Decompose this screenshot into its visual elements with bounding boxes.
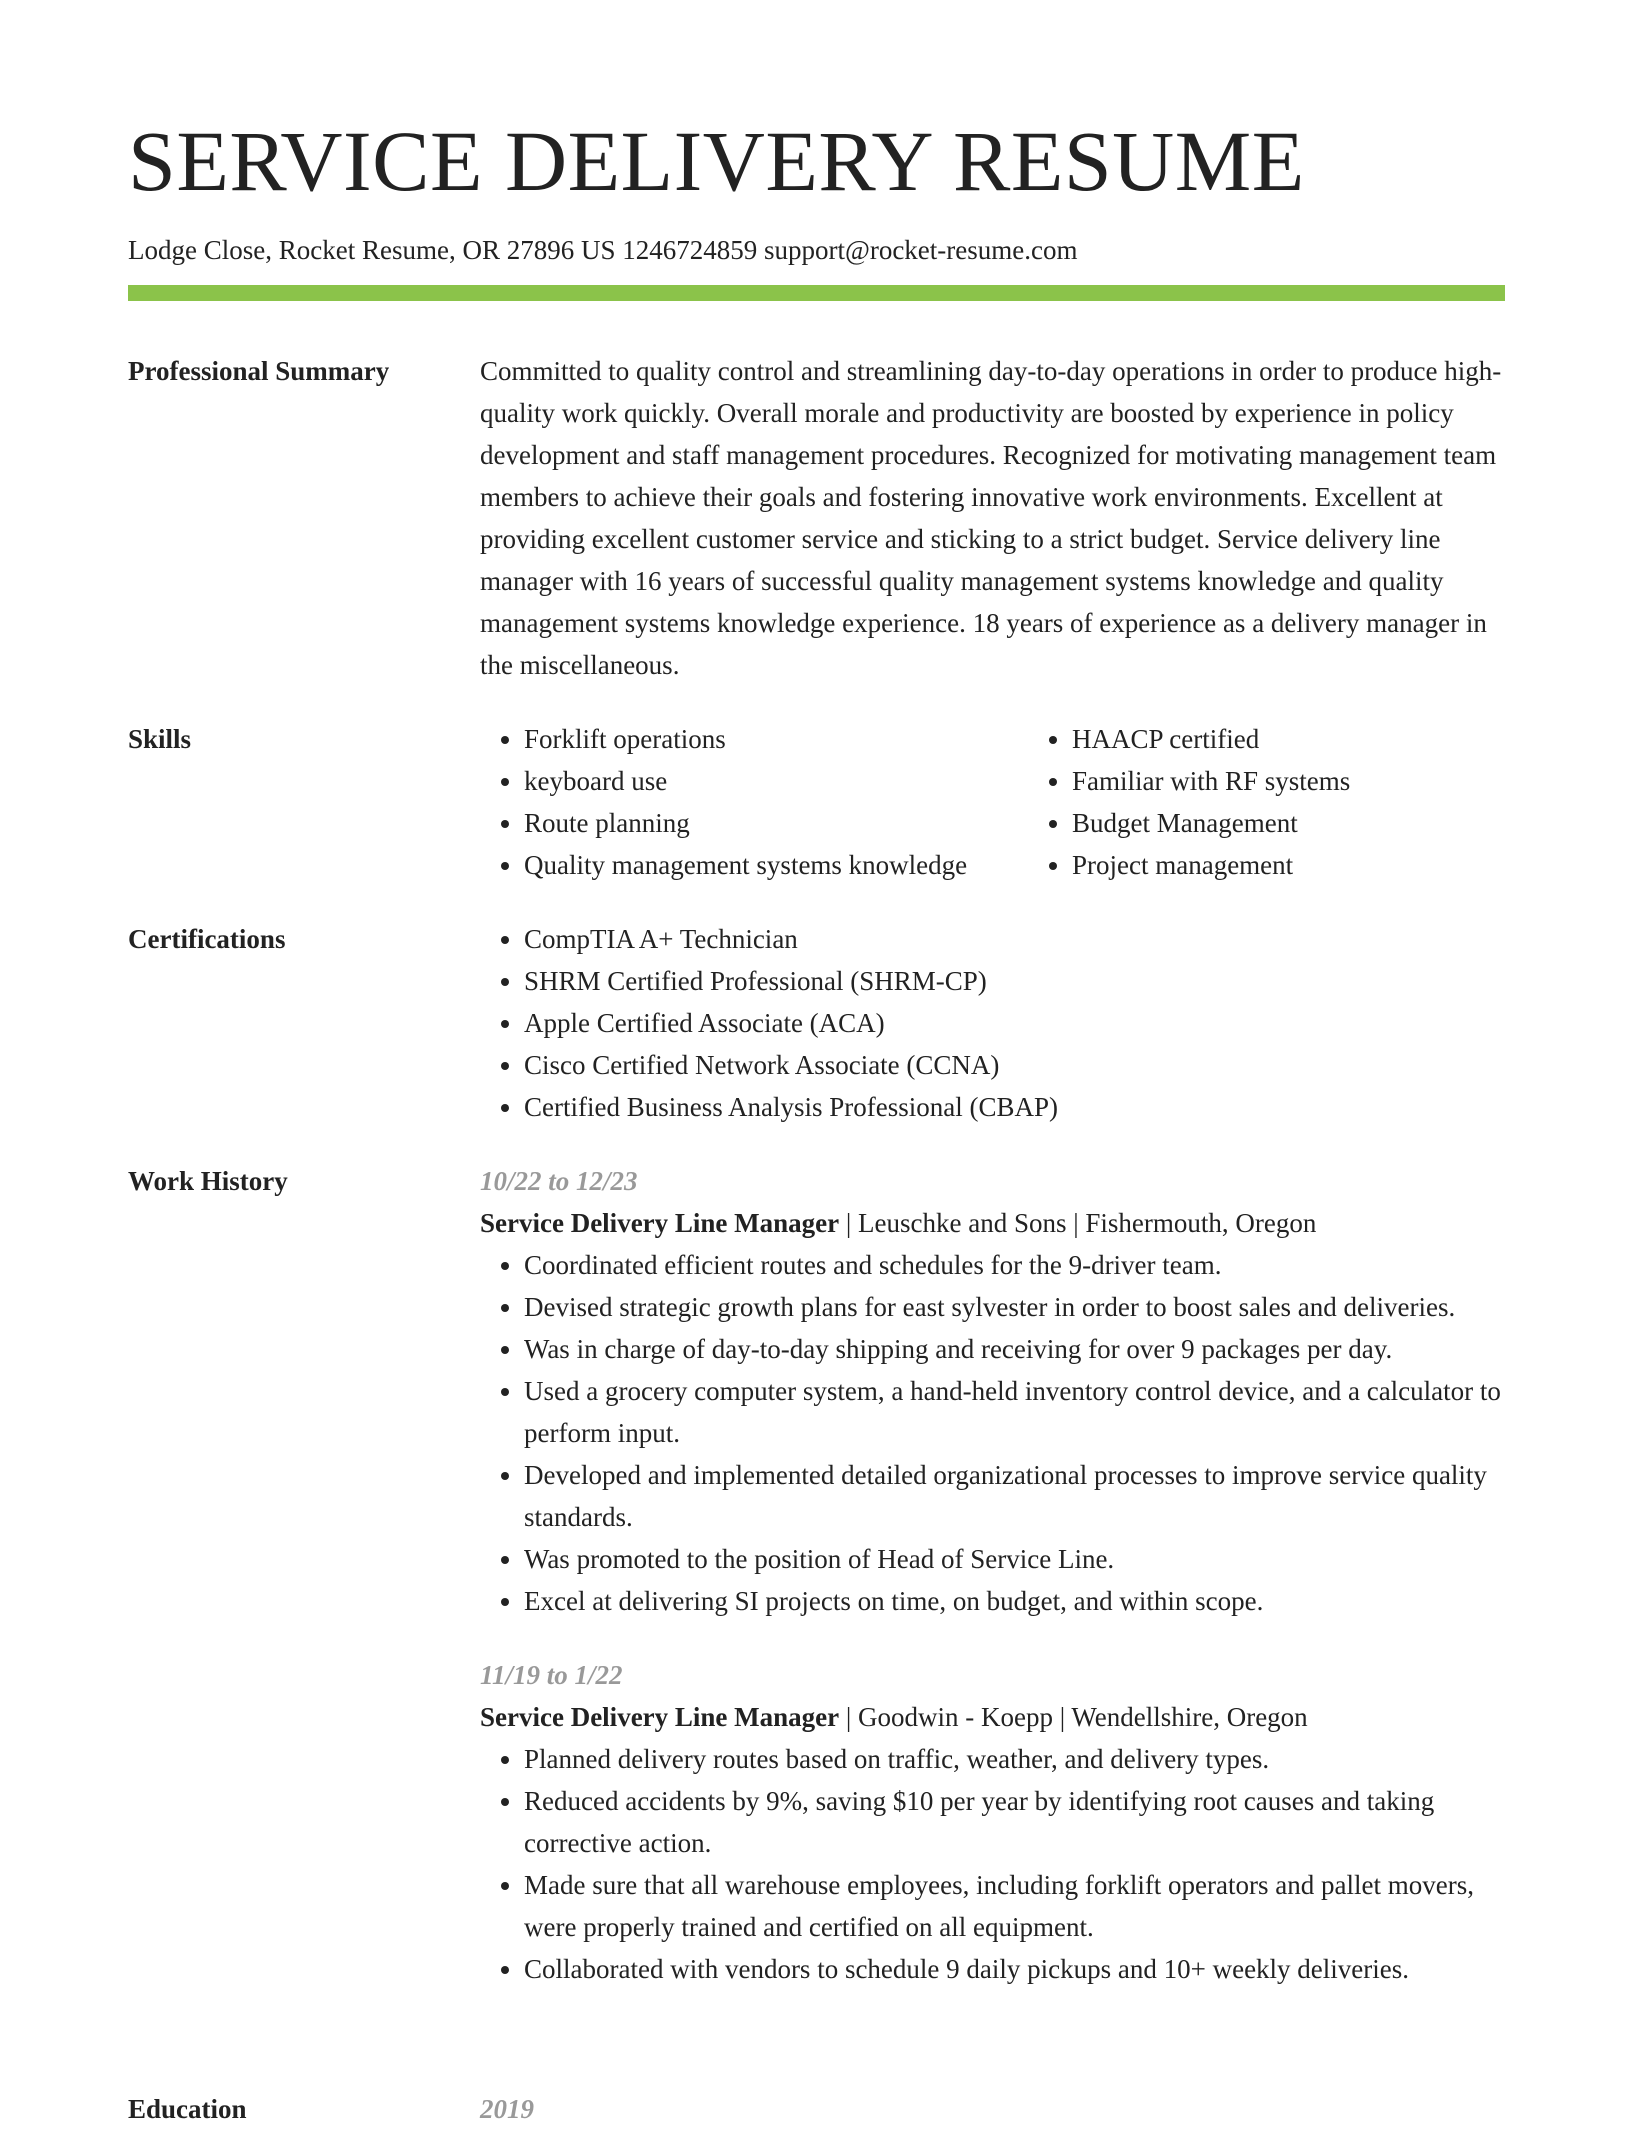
job-entry [480,1654,1505,1990]
skills-content [480,718,1505,886]
job-entry [480,1160,1505,1622]
job-bullet: • Was in charge of day-to-day shipping and receiving for over 9 packages per day. [524,1328,1505,1370]
skill-item: • Forklift operations [524,718,984,760]
work-history-heading: Work History [128,1166,288,1196]
summary-heading: Professional Summary [128,356,390,386]
skills-heading: Skills [128,724,192,754]
job-title-line [480,1696,1505,1738]
job-bullet: • Excel at delivering SI projects on time, on budget, and within scope. [524,1580,1505,1622]
education-dates: 2019 [480,2094,534,2124]
job-dates: 11/19 to 1/22 [480,1660,623,1690]
skills-list-left [480,718,984,886]
job-bullet: • Was promoted to the position of Head of Service Line. [524,1538,1505,1580]
skills-list-right [1028,718,1532,886]
job-details: | Goodwin - Koepp | Wendellshire, Oregon [839,1702,1308,1732]
resume-title: SERVICE DELIVERY RESUME [128,113,1305,209]
skill-item: • HAACP certified [1072,718,1532,760]
job-bullets [480,1244,1505,1622]
work-history-content [480,1160,1505,2022]
certification-item: • Cisco Certified Network Associate (CCNA) [524,1044,1505,1086]
contact-line: Lodge Close, Rocket Resume, OR 27896 US 1246724859 support@rocket-resume.com [128,235,1078,265]
job-details: | Leuschke and Sons | Fishermouth, Oregon [839,1208,1317,1238]
job-bullet: • Used a grocery computer system, a hand-held inventory control device, and a calculator to perform input. [524,1370,1505,1454]
skill-item: • Route planning [524,802,984,844]
job-bullets [480,1738,1505,1990]
certifications-heading: Certifications [128,924,286,954]
job-dates: 10/22 to 12/23 [480,1166,638,1196]
summary-text: Committed to quality control and streamlining day-to-day operations in order to produce high-quality work quickly. Overall morale and productivity are boosted by experience in policy development and staff management procedures. Recognized for motivating management team members to achieve their goals and fostering innovative work environments. Excellent at providing excellent customer service and sticking to a strict budget. Service delivery line manager with 16 years of successful quality management systems knowledge and quality management systems knowledge experience. 18 years of experience as a delivery manager in the miscellaneous. [480,356,1502,680]
certifications-content [480,918,1505,1128]
job-bullet: • Collaborated with vendors to schedule 9 daily pickups and 10+ weekly deliveries. [524,1948,1505,1990]
skill-item: • Familiar with RF systems [1072,760,1532,802]
job-bullet: • Devised strategic growth plans for east sylvester in order to boost sales and deliveries. [524,1286,1505,1328]
job-bullet: • Planned delivery routes based on traffic, weather, and delivery types. [524,1738,1505,1780]
job-title-line [480,1202,1505,1244]
accent-divider [128,285,1505,301]
job-title: Service Delivery Line Manager [480,1208,840,1238]
job-bullet: • Developed and implemented detailed organizational processes to improve service quality standards. [524,1454,1505,1538]
job-bullet: • Reduced accidents by 9%, saving $10 per year by identifying root causes and taking corrective action. [524,1780,1505,1864]
certification-item: • Certified Business Analysis Professional (CBAP) [524,1086,1505,1128]
certification-item: • SHRM Certified Professional (SHRM-CP) [524,960,1505,1002]
summary-content [480,350,1505,686]
skill-item: • Budget Management [1072,802,1532,844]
job-bullet: • Coordinated efficient routes and schedules for the 9-driver team. [524,1244,1505,1286]
skill-item: • Project management [1072,844,1532,886]
skill-item: • keyboard use [524,760,984,802]
job-title: Service Delivery Line Manager [480,1702,840,1732]
certifications-list [480,918,1505,1128]
job-bullet: • Made sure that all warehouse employees, including forklift operators and pallet movers, were properly trained and certified on all equipment. [524,1864,1505,1948]
skill-item: • Quality management systems knowledge [524,844,984,886]
education-content [480,2088,1505,2130]
certification-item: • CompTIA A+ Technician [524,918,1505,960]
certification-item: • Apple Certified Associate (ACA) [524,1002,1505,1044]
education-heading: Education [128,2094,247,2124]
